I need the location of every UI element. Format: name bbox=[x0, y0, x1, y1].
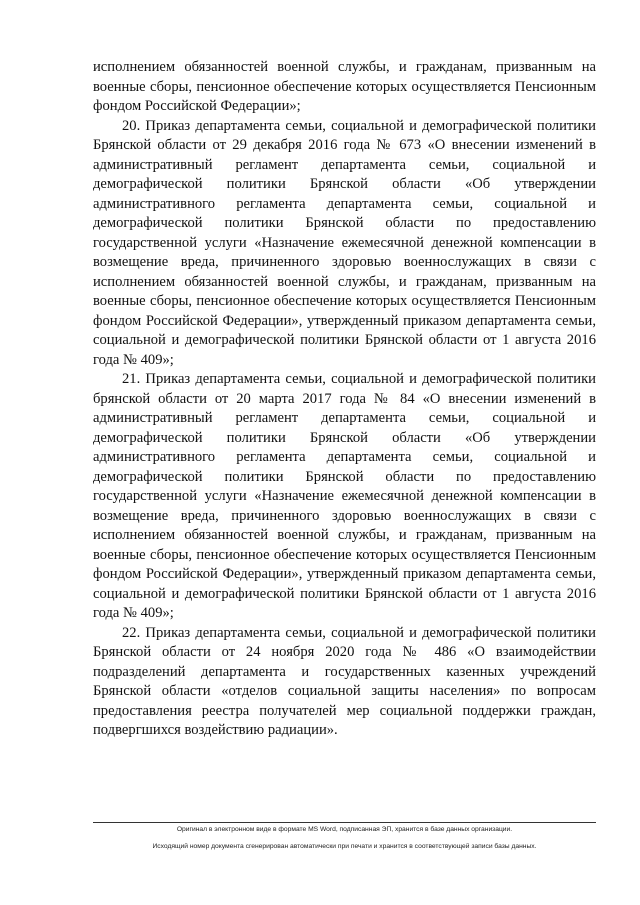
paragraph-item-21: 21. Приказ департамента семьи, социальной и демографической политики брянской области от 20 марта 2017 года № 84 «О внесении изменений в административный регламент департамента семьи, социальной и демографической политики Брянской области «Об утверждении административного регламента департамента семьи, социальной и демографической политики Брянской области по предоставлению государственной услуги «Назначение ежемесячной денежной компенсации в возмещение вреда, причиненного здоровью военнослужащих в связи с исполнением обязанностей военной службы, и гражданам, призванным на военные сборы, пенсионное обеспечение которых осуществляется Пенсионным фондом Российской Федерации», утвержденный приказом департамента семьи, социальной и демографической политики Брянской области от 1 августа 2016 года № 409»; bbox=[93, 371, 596, 621]
document-body bbox=[93, 58, 596, 741]
footer-number-note: Исходящий номер документа сгенерирован автоматически при печати и хранится в соответствующей записи базы данных. bbox=[152, 843, 537, 850]
footer-divider bbox=[93, 822, 596, 823]
paragraph-item-20: 20. Приказ департамента семьи, социальной и демографической политики Брянской области от 29 декабря 2016 года № 673 «О внесении изменений в административный регламент департамента семьи, социальной и демографической политики Брянской области «Об утверждении административного регламента департамента семьи, социальной и демографической политики Брянской области по предоставлению государственной услуги «Назначение ежемесячной денежной компенсации в возмещение вреда, причиненного здоровью военнослужащих в связи с исполнением обязанностей военной службы, и гражданам, призванным на военные сборы, пенсионное обеспечение которых осуществляется Пенсионным фондом Российской Федерации», утвержденный приказом департамента семьи, социальной и демографической политики Брянской области от 1 августа 2016 года № 409»; bbox=[93, 117, 596, 368]
paragraph-continuation: исполнением обязанностей военной службы, и гражданам, призванным на военные сборы, пенсионное обеспечение которых осуществляется Пенсионным фондом Российской Федерации»; bbox=[93, 59, 596, 114]
footer-original-note: Оригинал в электронном виде в формате MS Word, подписанная ЭП, хранится в базе данных организации. bbox=[176, 826, 513, 833]
paragraph-item-22: 22. Приказ департамента семьи, социальной и демографической политики Брянской области от 24 ноября 2020 года № 486 «О взаимодействии подразделений департамента и государственных казенных учреждений Брянской области «отделов социальной защиты населения» по вопросам предоставления реестра получателей мер социальной поддержки граждан, подвергшихся воздействию радиации». bbox=[93, 624, 596, 738]
